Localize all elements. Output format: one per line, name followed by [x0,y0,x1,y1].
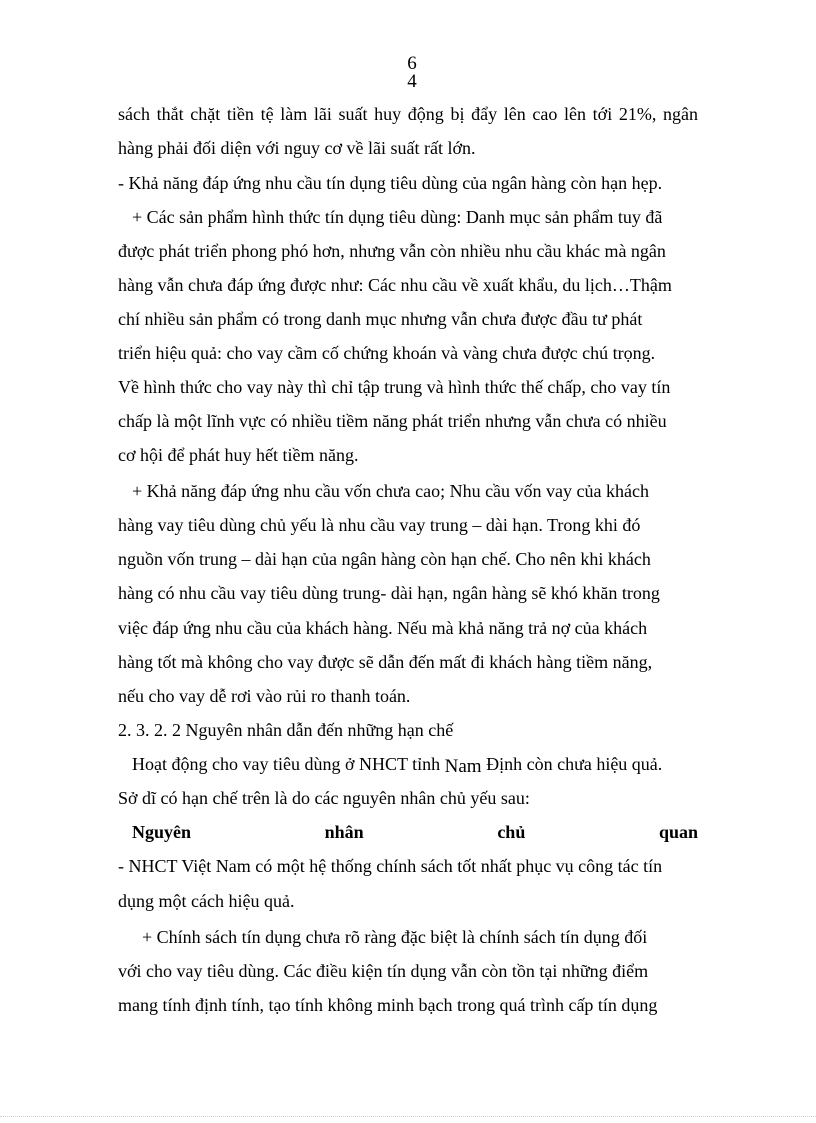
body-line: chí nhiều sản phẩm có trong danh mục nhưng vẫn chưa được đầu tư phát [118,309,643,329]
body-line: + Chính sách tín dụng chưa rõ ràng đặc biệt là chính sách tín dụng đối [142,927,648,947]
page-number-bottom: 4 [407,71,417,92]
subheading-spread [132,821,698,843]
body-line: triển hiệu quả: cho vay cầm cố chứng khoán và vàng chưa được chú trọng. [118,343,656,363]
section-heading: 2. 3. 2. 2 Nguyên nhân dẫn đến những hạn chế [118,720,454,740]
subheading-word: nhân [324,822,364,842]
body-line: hàng vay tiêu dùng chủ yếu là nhu cầu vay trung – dài hạn. Trong khi đó [118,515,641,535]
body-line: hàng phải đối diện với nguy cơ về lãi suất rất lớn. [118,138,476,158]
body-line: được phát triển phong phó hơn, nhưng vẫn còn nhiều nhu cầu khác mà ngân [118,241,666,261]
page-bottom-rule [0,1116,816,1117]
body-line: hàng có nhu cầu vay tiêu dùng trung- dài hạn, ngân hàng sẽ khó khăn trong [118,583,660,603]
body-line: Sở dĩ có hạn chế trên là do các nguyên nhân chủ yếu sau: [118,788,530,808]
body-line: hàng vẫn chưa đáp ứng được như: Các nhu cầu về xuất khẩu, du lịch…Thậm [118,275,672,295]
body-line: sách thắt chặt tiền tệ làm lãi suất huy động bị đẩy lên cao lên tới 21%, ngân [118,104,698,124]
body-line: mang tính định tính, tạo tính không minh bạch trong quá trình cấp tín dụng [118,995,658,1015]
body-line: nếu cho vay dễ rơi vào rủi ro thanh toán. [118,686,411,706]
body-line: chấp là một lĩnh vực có nhiều tiềm năng phát triển nhưng vẫn chưa có nhiều [118,411,667,431]
subheading-word: quan [658,822,698,842]
body-line [132,753,698,776]
body-line: - Khả năng đáp ứng nhu cầu tín dụng tiêu dùng của ngân hàng còn hạn hẹp. [118,173,663,193]
body-line: dụng một cách hiệu quả. [118,891,295,911]
subheading-word: chủ [497,822,526,842]
body-line: + Khả năng đáp ứng nhu cầu vốn chưa cao; Nhu cầu vốn vay của khách [132,481,649,501]
body-line: cơ hội để phát huy hết tiềm năng. [118,445,359,465]
body-text-nam: Nam [444,756,482,777]
body-line: - NHCT Việt Nam có một hệ thống chính sách tốt nhất phục vụ công tác tín [118,856,663,876]
body-line: Về hình thức cho vay này thì chỉ tập trung và hình thức thế chấp, cho vay tín [118,377,671,397]
body-line: việc đáp ứng nhu cầu của khách hàng. Nếu mà khả năng trả nợ của khách [118,618,648,638]
body-line: nguồn vốn trung – dài hạn của ngân hàng còn hạn chế. Cho nên khi khách [118,549,651,569]
page-number-top: 6 [407,53,417,74]
body-line: với cho vay tiêu dùng. Các điều kiện tín dụng vẫn còn tồn tại những điểm [118,961,649,981]
subheading-word: Nguyên [132,822,192,842]
body-text: Hoạt động cho vay tiêu dùng ở NHCT tỉnh [132,754,445,774]
body-line: + Các sản phẩm hình thức tín dụng tiêu dùng: Danh mục sản phẩm tuy đã [132,207,663,227]
body-line: hàng tốt mà không cho vay được sẽ dẫn đến mất đi khách hàng tiềm năng, [118,652,653,672]
body-text: Định còn chưa hiệu quả. [481,754,663,774]
